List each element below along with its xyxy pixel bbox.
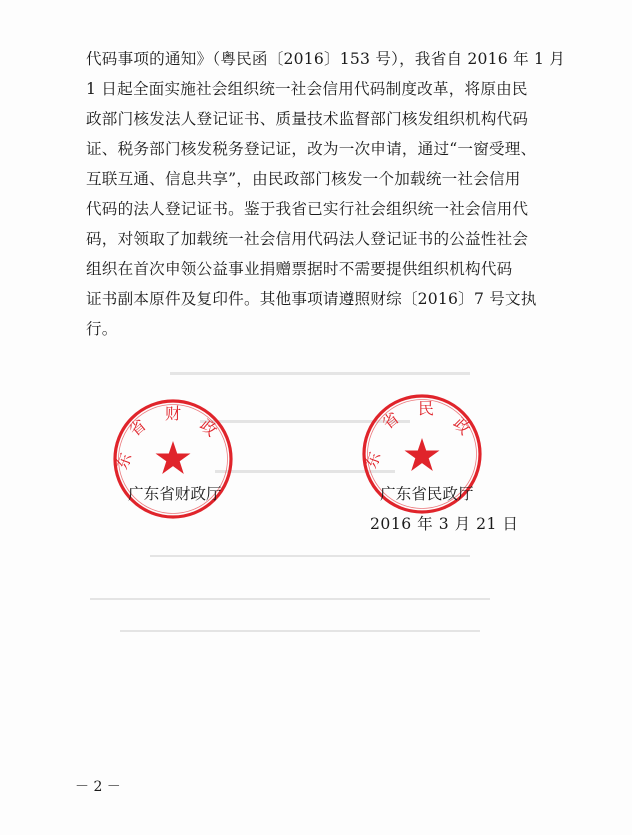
issuer-finance-department: 广东省财政厅 [128, 485, 222, 503]
body-line: 互联互通、信息共享”，由民政部门核发一个加载统一社会信用 [86, 170, 521, 188]
body-line: 代码事项的通知》（粤民函〔2016〕153 号），我省自 2016 年 1 月 [86, 50, 566, 68]
issuer-civil-affairs-department: 广东省民政厅 [380, 485, 474, 503]
body-line: 组织在首次申领公益事业捐赠票据时不需要提供组织机构代码 [86, 260, 513, 278]
seal-right-char: 政 [449, 413, 475, 439]
page-number: － 2 － [75, 779, 121, 795]
seal-left-char: 财 [164, 404, 182, 423]
body-line: 行。 [86, 320, 118, 338]
seal-left-char: 政 [196, 415, 221, 441]
seal-right-char: 民 [417, 399, 435, 418]
seal-left-char: 东 [112, 450, 136, 472]
body-line: 代码的法人登记证书。鉴于我省已实行社会组织统一社会信用代 [86, 200, 529, 218]
issue-date: 2016 年 3 月 21 日 [370, 515, 519, 533]
seal-left-char: 省 [125, 415, 150, 441]
seal-right-char: 省 [378, 408, 403, 434]
body-line: 证书副本原件及复印件。其他事项请遵照财综〔2016〕7 号文执 [86, 290, 537, 308]
body-line: 政部门核发法人登记证书、质量技术监督部门核发组织机构代码 [86, 110, 529, 128]
seal-right-char: 东 [361, 449, 385, 471]
body-line: 证、税务部门核发税务登记证，改为一次申请，通过“一窗受理、 [86, 140, 537, 158]
body-paragraph [86, 44, 566, 344]
body-line: 码，对领取了加载统一社会信用代码法人登记证书的公益性社会 [86, 230, 529, 248]
body-line: 1 日起全面实施社会组织统一社会信用代码制度改革，将原由民 [86, 80, 528, 98]
